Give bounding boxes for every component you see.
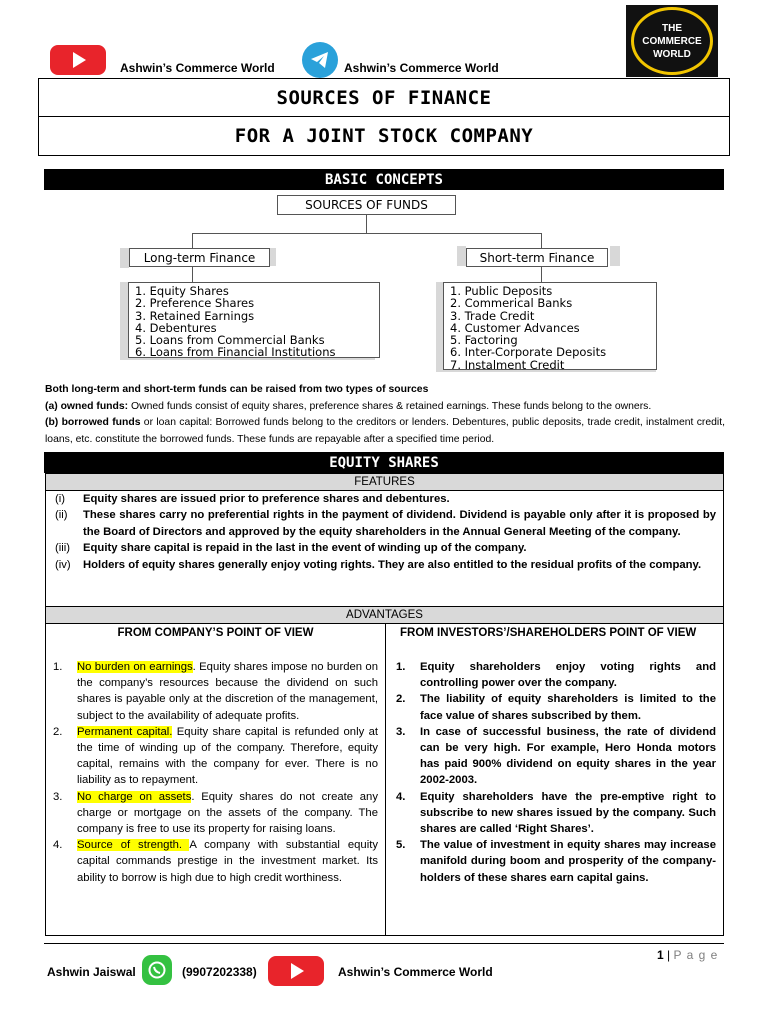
- feature-num: (ii): [55, 509, 68, 522]
- owned-funds-text: Owned funds consist of equity shares, preference shares & retained earnings. These funds belong to the owners.: [128, 400, 652, 412]
- item-num: 2.: [53, 725, 63, 738]
- feature-text: Holders of equity shares generally enjoy voting rights. They are also entitled to the residual profits of the company.: [83, 558, 702, 571]
- feature-item: [46, 491, 723, 507]
- youtube-channel-label[interactable]: Ashwin’s Commerce World: [120, 61, 275, 75]
- short-term-list: [443, 282, 657, 370]
- advantage-highlight: No burden on earnings: [77, 661, 193, 673]
- long-term-item: 3. Retained Earnings: [135, 308, 255, 323]
- borrowed-funds-text: or loan capital: Borrowed funds belong to the creditors or lenders. Debentures, public deposits, trade credit, instalment credit, loans, etc. constitute the borrowed funds. These funds are repayable after a specified time period.: [45, 417, 725, 445]
- advantage-text: The value of investment in equity shares may increase manifold during boom and prosperity of the company-holders of these shares earn capital gains.: [420, 839, 716, 884]
- item-num: 1.: [53, 661, 63, 673]
- item-num: 1.: [396, 661, 406, 673]
- investor-advantage-item: [396, 789, 716, 838]
- investor-column: [396, 625, 716, 886]
- long-term-finance-box: Long-term Finance: [129, 248, 270, 267]
- investor-advantage-item: [396, 837, 716, 886]
- youtube-icon[interactable]: [50, 45, 106, 75]
- feature-item: [46, 540, 723, 556]
- short-term-item: 5. Factoring: [450, 333, 518, 348]
- footer-divider: [44, 943, 724, 944]
- short-term-item: 6. Inter-Corporate Deposits: [450, 345, 607, 360]
- company-advantage-item: [53, 724, 378, 789]
- feature-text: Equity shares are issued prior to preference shares and debentures.: [83, 493, 450, 505]
- long-term-item: 1. Equity Shares: [135, 284, 229, 298]
- owned-funds-label: (a) owned funds:: [45, 400, 129, 412]
- item-num: 5.: [396, 839, 406, 852]
- company-advantage-item: [53, 837, 378, 886]
- brand-logo: [626, 5, 718, 77]
- feature-num: (iii): [55, 542, 71, 555]
- basic-concepts-heading: BASIC CONCEPTS: [44, 169, 724, 190]
- telegram-channel-label[interactable]: Ashwin’s Commerce World: [344, 61, 499, 75]
- borrowed-funds-paragraph: [45, 415, 725, 448]
- investor-advantage-item: [396, 724, 716, 789]
- advantage-highlight: Permanent capital.: [77, 725, 173, 738]
- owned-funds-paragraph: [45, 399, 725, 416]
- item-num: 2.: [396, 693, 406, 706]
- item-num: 3.: [53, 790, 63, 803]
- page-number: [657, 948, 718, 962]
- whatsapp-icon[interactable]: [142, 955, 172, 985]
- short-term-finance-box: Short-term Finance: [466, 248, 608, 267]
- advantage-highlight: No charge on assets: [77, 790, 192, 803]
- author-name: Ashwin Jaiswal: [47, 965, 136, 979]
- feature-text: Equity share capital is repaid in the last in the event of winding up of the company.: [83, 542, 527, 555]
- phone-number[interactable]: (9907202338): [182, 965, 257, 979]
- investor-advantage-item: [396, 659, 716, 691]
- title-line-1: SOURCES OF FINANCE: [276, 86, 492, 109]
- footer-channel-label[interactable]: Ashwin’s Commerce World: [338, 965, 493, 979]
- feature-num: (iv): [55, 558, 71, 571]
- long-term-list: [128, 282, 380, 358]
- investor-advantage-item: [396, 691, 716, 723]
- item-num: 4.: [396, 790, 406, 803]
- advantage-text: . Equity shares do not create any charge or mortgage on the assets of the company. The company is free to use its property for raising loans.: [77, 790, 378, 836]
- advantage-highlight: Source of strength.: [77, 839, 190, 852]
- logo-line-1: THE: [662, 22, 682, 34]
- feature-item: [46, 507, 723, 540]
- page-sep: |: [663, 948, 674, 962]
- diagram-root-box: SOURCES OF FUNDS: [277, 195, 456, 215]
- advantage-text: Equity share capital is refunded only at the time of winding up of the company. Therefore, equity capital, remains with the company for ever. There is no liability as to repayment.: [77, 725, 378, 787]
- telegram-icon[interactable]: [302, 42, 338, 78]
- advantages-heading: ADVANTAGES: [46, 607, 723, 624]
- logo-line-2: COMMERCE: [642, 35, 702, 47]
- advantage-text: Equity shareholders have the pre-emptive right to subscribe to new shares issued by the company. Such shares are called ‘Right Shares’.: [420, 790, 716, 836]
- title-line-2: FOR A JOINT STOCK COMPANY: [39, 116, 729, 154]
- borrowed-funds-label: (b) borrowed funds: [45, 417, 141, 428]
- feature-text: These shares carry no preferential rights in the payment of dividend. Dividend is payable only after it is proposed by the Board of Directors and approved by the equity shareholders in the Annual General Meeting of the company.: [83, 509, 716, 538]
- investor-view-heading: FROM INVESTORS’/SHAREHOLDERS POINT OF VIEW: [400, 627, 697, 639]
- short-term-item: 4. Customer Advances: [450, 320, 580, 335]
- item-num: 3.: [396, 725, 406, 738]
- advantage-text: Equity shareholders enjoy voting rights and controlling power over the company.: [420, 661, 716, 690]
- item-num: 4.: [53, 839, 63, 852]
- intro-text: Both long-term and short-term funds can be raised from two types of sources: [45, 384, 429, 395]
- funds-explanation: [45, 382, 725, 448]
- advantage-text: A company with substantial equity capital commands prestige in the investment market. Its ability to borrow is high due to high credit worthiness.: [77, 839, 378, 884]
- short-term-item: 7. Instalment Credit: [450, 357, 565, 372]
- feature-item: [46, 557, 723, 573]
- feature-num: (i): [55, 493, 66, 505]
- company-view-heading: FROM COMPANY’S POINT OF VIEW: [117, 627, 314, 639]
- short-term-item: 2. Commerical Banks: [450, 296, 573, 311]
- long-term-item: 4. Debentures: [135, 320, 217, 335]
- equity-shares-heading: EQUITY SHARES: [44, 452, 724, 473]
- title-box: [38, 78, 730, 156]
- company-advantage-item: [53, 789, 378, 838]
- features-heading: FEATURES: [46, 474, 723, 491]
- advantage-text: The liability of equity shareholders is limited to the face value of shares subscribed by them.: [420, 693, 716, 722]
- youtube-icon[interactable]: [268, 956, 324, 986]
- long-term-item: 6. Loans from Financial Institutions: [135, 345, 336, 360]
- company-column: [53, 625, 378, 886]
- company-advantage-item: [53, 659, 378, 724]
- advantages-section: [45, 606, 724, 936]
- short-term-item: 1. Public Deposits: [450, 284, 553, 298]
- advantage-text: . Equity shares impose no burden on the company’s resources because the dividend on such shares is payable only at the discretion of the management, subject to the availability of adequate profits.: [77, 661, 378, 722]
- sources-of-funds-diagram: [120, 192, 660, 374]
- long-term-item: 5. Loans from Commercial Banks: [135, 333, 325, 348]
- long-term-item: 2. Preference Shares: [135, 296, 255, 311]
- short-term-item: 3. Trade Credit: [450, 308, 535, 323]
- advantage-text: In case of successful business, the rate of dividend can be very high. For example, Hero Honda motors has paid 900% dividend on equity shares in the year 2002-2003.: [420, 725, 716, 787]
- page-num: 1: [657, 948, 664, 962]
- logo-line-3: WORLD: [653, 48, 691, 60]
- page-word: P a g e: [673, 948, 719, 962]
- features-section: [45, 473, 724, 607]
